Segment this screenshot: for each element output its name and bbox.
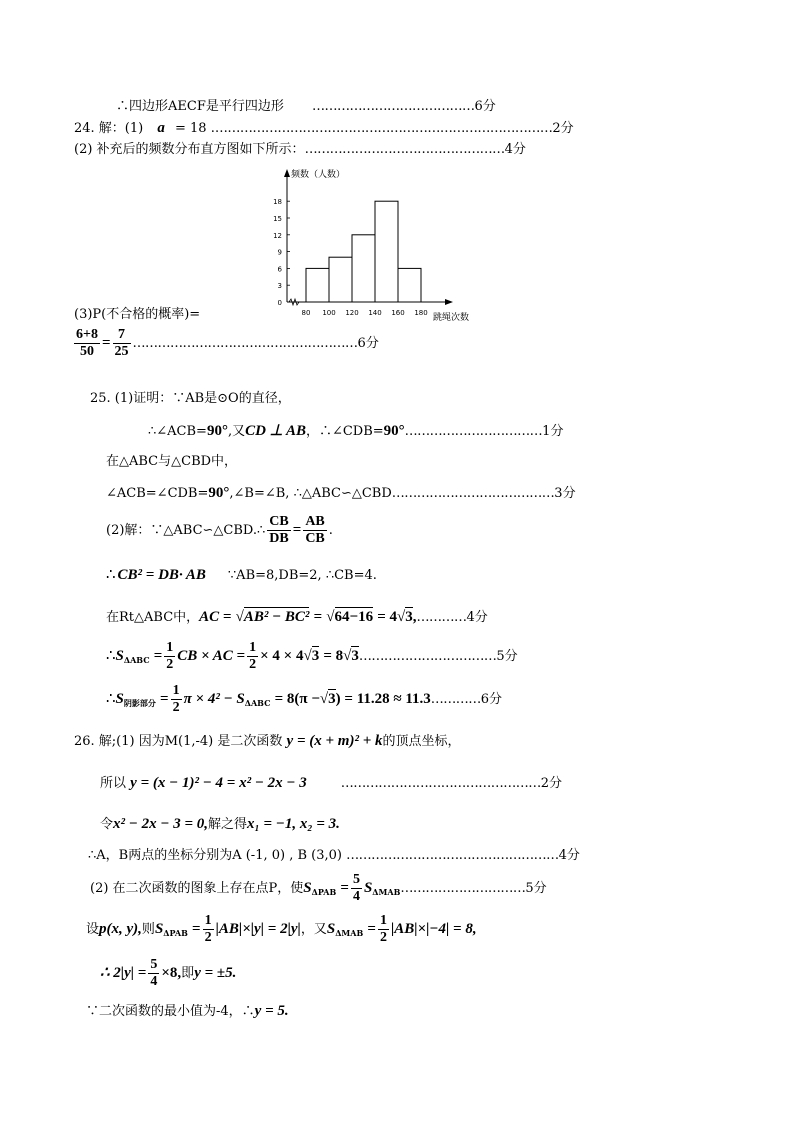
numerator: 1 (203, 913, 214, 930)
numerator: AB (303, 514, 326, 531)
math: S (363, 880, 373, 897)
q26-line5 (90, 872, 547, 905)
fraction (303, 514, 326, 547)
math: = (367, 921, 376, 938)
math: = (340, 880, 349, 897)
math: ∴ 2|y| = (100, 965, 147, 982)
fraction (164, 640, 175, 673)
math: y = (x + m)² + k (286, 733, 383, 749)
numerator: 7 (113, 327, 131, 344)
x-tick-label: 140 (368, 309, 382, 317)
text: (2)解：∵△ABC∽△CBD.∴ (106, 523, 266, 539)
math: AC = (199, 609, 232, 625)
numerator: 6+8 (74, 327, 100, 344)
math: S (154, 921, 164, 938)
sqrt-expr: 64−16 (334, 609, 374, 625)
y-tick-label: 18 (273, 198, 282, 207)
fraction (247, 640, 258, 673)
fraction (171, 683, 182, 716)
x-axis-arrow (445, 299, 453, 305)
score: 5分 (496, 649, 518, 665)
text: 令 (100, 817, 114, 832)
text: ∠ACB=∠CDB= (106, 486, 209, 501)
var-a: a (157, 120, 165, 136)
text: 即 (181, 966, 195, 982)
fraction (351, 872, 362, 905)
q25-line4 (106, 486, 576, 501)
dot-leader: ……………………………………………… (132, 336, 358, 352)
text: 则 (141, 922, 155, 938)
q24-part3 (74, 308, 200, 321)
text: ，又 (300, 922, 327, 938)
x-tick-label: 180 (414, 309, 428, 317)
math: 90° (208, 485, 230, 501)
dot-leader: ………………………… (400, 881, 526, 897)
q25-line7: 在Rt△ABC中，AC = √AB² − BC² = √64−16 = 4√3,…………4分 (106, 609, 488, 625)
text: 解之得 (208, 817, 248, 832)
line-parallelogram (116, 100, 496, 113)
denominator: DB (269, 531, 289, 547)
dot-leader: ………………………………………… (304, 142, 505, 157)
subscript: 阴影部分 (123, 698, 156, 709)
math: ×8, (161, 965, 182, 982)
math: y = ±5. (194, 965, 237, 982)
subscript: ΔPAB (163, 928, 188, 939)
score: 5分 (525, 881, 547, 897)
math: , (412, 609, 417, 625)
math: |AB|×|−4| = 8, (390, 921, 477, 938)
sqrt-expr: 3 (328, 691, 336, 708)
x-axis-label: 跳绳次数 (433, 313, 470, 323)
line-text: (2) 补充后的频数分布直方图如下所示： (74, 142, 305, 157)
text: ∴ (106, 567, 116, 583)
text: ∴∠ACB= (148, 424, 207, 439)
histogram-bar (375, 201, 398, 302)
q26-line8 (86, 1004, 289, 1019)
y-tick-label: 3 (277, 282, 282, 291)
q24-part1 (74, 121, 574, 136)
math: CB² = DB· AB (117, 567, 206, 583)
math: CB × AC = (177, 648, 246, 665)
text: ∴ (106, 691, 116, 708)
q24-part2 (74, 143, 526, 156)
dot-leader: ………………………………… (391, 486, 555, 501)
line-text: 25. (1)证明：∵AB是⊙O的直径， (90, 391, 291, 406)
denominator: 2 (166, 657, 174, 673)
score: 2分 (552, 121, 574, 136)
numerator: 5 (148, 957, 159, 974)
denominator: 2 (172, 700, 180, 716)
denominator: 4 (352, 889, 360, 905)
x-tick-label: 120 (345, 309, 359, 317)
denominator: 2 (204, 930, 212, 946)
text: 在Rt△ABC中， (106, 610, 200, 625)
text: ∴ (106, 648, 116, 665)
histogram-bar (352, 235, 375, 302)
math: S (115, 648, 124, 665)
text: 26. 解;(1) 因为M(1,-4) 是二次函数 (74, 734, 283, 749)
math: S (326, 921, 336, 938)
math: x² − 2x − 3 = 0, (113, 816, 208, 832)
histogram-chart (265, 163, 485, 328)
q26-line1 (74, 734, 461, 749)
math: 90° (206, 423, 228, 439)
math: y = (x − 1)² − 4 = x² − 2x − 3 (130, 775, 307, 791)
fraction (74, 327, 100, 360)
denominator: CB (305, 531, 325, 547)
text: 设 (86, 922, 100, 938)
y-tick-label: 6 (277, 265, 282, 274)
text: ∵AB=8,DB=2, ∴CB=4. (227, 568, 377, 583)
q26-line4 (88, 849, 580, 862)
score: 4分 (504, 142, 526, 157)
text: 的顶点坐标， (382, 734, 461, 749)
math: 90° (383, 423, 405, 439)
dot-leader: …………………………………………… (346, 848, 559, 863)
score: 3分 (554, 486, 576, 501)
line-text: (3)P(不合格的概率)= (74, 307, 201, 322)
text: ,又 (227, 424, 246, 439)
y-axis-label: 频数（人数） (291, 170, 346, 180)
score: 6分 (480, 692, 503, 708)
score: 1分 (542, 424, 564, 439)
q26-line3 (100, 817, 340, 832)
x-tick-label: 100 (322, 309, 336, 317)
sqrt-expr: 3 (351, 648, 359, 665)
numerator: 5 (351, 872, 362, 889)
probability-line: $\frac{6+8}{50}$ = $\frac{7}{25}$ ………………………………………………6分 (76, 327, 379, 360)
math: CD ⊥ AB (245, 423, 306, 439)
denominator: 2 (379, 930, 387, 946)
math: = (160, 691, 169, 708)
subscript: ΔABC (123, 655, 150, 666)
q25-line5: (2)解：∵△ABC∽△CBD.∴ $\frac{CB}{DB}$ = $\frac{AB}{CB}$ . (106, 514, 333, 547)
dot-leader: ……………………………………………………………………… (214, 121, 553, 136)
math: x₁ = −1, x₂ = 3. (247, 816, 340, 832)
histogram-bar (306, 268, 329, 302)
text: (2) 在二次函数的图象上存在点P，使 (90, 881, 304, 897)
q26-line6 (86, 913, 477, 946)
q24-label: 24. 解：(1) (74, 121, 144, 136)
subscript: ΔPAB (311, 887, 337, 898)
q25-line1 (90, 392, 291, 405)
histogram-bar (398, 268, 421, 302)
dot-leader: ………………………………………… (340, 776, 541, 791)
math: = (153, 648, 163, 665)
dot-leader: …………………………… (404, 424, 543, 439)
fraction (203, 913, 214, 946)
sqrt-expr: AB² − BC² (243, 609, 310, 625)
math: |AB|×|y| = 2|y| (215, 921, 301, 938)
score: 4分 (466, 610, 488, 625)
score: 6分 (474, 99, 496, 114)
q25-line3 (106, 455, 237, 468)
numerator: 1 (171, 683, 182, 700)
math: = (192, 921, 201, 938)
numerator: CB (267, 514, 290, 531)
denominator: 2 (249, 657, 257, 673)
math: π × 4² − S (183, 691, 245, 708)
line-text: ∴四边形AECF是平行四边形 (116, 99, 284, 114)
math: = 4 (377, 609, 398, 625)
numerator: 1 (164, 640, 175, 657)
q25-line6 (106, 568, 377, 583)
text: ,∠B=∠B, ∴△ABC∽△CBD (229, 486, 392, 501)
math: = (313, 609, 323, 625)
math: S (115, 691, 124, 708)
eq: = 18 . (175, 121, 215, 136)
histogram-bar (329, 257, 352, 302)
fraction (113, 327, 131, 360)
score: 4分 (558, 848, 580, 863)
sqrt-expr: 3 (311, 648, 320, 665)
text: ∴A，B两点的坐标分别为A (-1, 0) , B (3,0) (88, 848, 342, 863)
math: = 8(π − (274, 691, 320, 708)
y-tick-label: 0 (277, 299, 282, 307)
y-axis-arrow (284, 169, 290, 177)
line-text: 在△ABC与△CBD中， (106, 454, 238, 469)
subscript: ΔABC (244, 698, 271, 709)
text: ∵二次函数的最小值为-4，∴ (86, 1004, 255, 1019)
math: × 4 × 4 (260, 648, 304, 665)
q25-line2 (148, 424, 563, 439)
q25-line9: $\therefore S_{阴影部分}$ = $\frac{1}{2}$ $\pi \times 4^2 - S_{\Delta ABC} = 8(\pi -√3) = 11.28$ ≈ 11.3…………6分 (106, 683, 503, 716)
fraction (148, 957, 159, 990)
dot-leader: ………… (416, 610, 467, 625)
fraction (378, 913, 389, 946)
denominator: 4 (150, 974, 158, 990)
denominator: 25 (114, 344, 129, 360)
score: 6分 (357, 336, 379, 352)
text: ，∴∠CDB= (305, 424, 384, 439)
math: p(x, y), (99, 921, 142, 938)
y-tick-label: 15 (273, 215, 282, 223)
subscript: ΔMAB (335, 928, 364, 939)
y-tick-label: 12 (273, 231, 282, 240)
text: 所以 (100, 776, 127, 791)
dot-leader: …………………………… (358, 649, 497, 665)
fraction (267, 514, 290, 547)
y-tick-label: 9 (277, 248, 282, 257)
numerator: 1 (378, 913, 389, 930)
q26-line2 (100, 776, 562, 791)
denominator: 50 (79, 344, 94, 360)
x-tick-label: 80 (301, 309, 311, 317)
numerator: 1 (247, 640, 258, 657)
sqrt-expr: 3 (405, 609, 413, 625)
q26-line7 (100, 957, 236, 990)
math: y = 5. (254, 1003, 289, 1019)
math: = 8 (323, 648, 344, 665)
q25-line8: $\therefore S_{\Delta ABC}$ = $\frac{1}{2}$ CB × AC = $\frac{1}{2}$ × 4 × 4√3 = 8√3……………………………5分 (106, 640, 518, 673)
text: . (328, 523, 333, 539)
dot-leader: ………… (430, 692, 481, 708)
score: 2分 (540, 776, 563, 791)
subscript: ΔMAB (372, 887, 401, 898)
dot-leader: ………………………………… (312, 99, 475, 114)
x-tick-label: 160 (391, 309, 405, 317)
math: ) = 11.28 ≈ 11.3 (335, 691, 431, 708)
math: S (303, 880, 312, 897)
